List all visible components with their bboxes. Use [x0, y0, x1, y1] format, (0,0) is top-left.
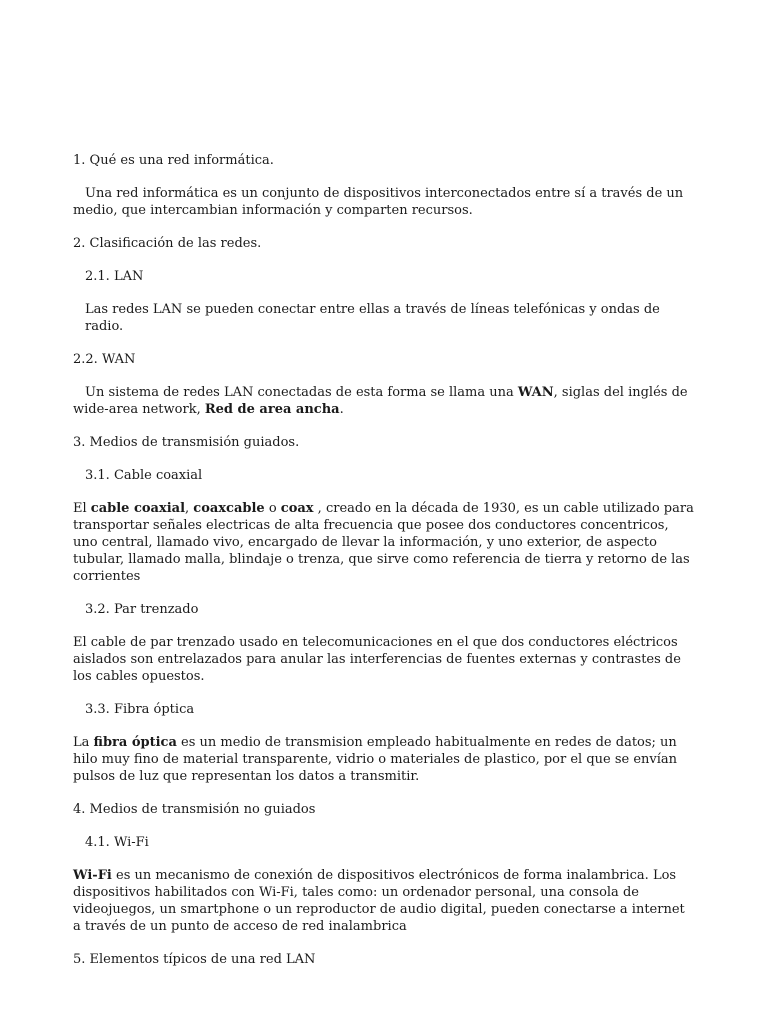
text-run: es un medio de transmision empleado habitualmente en redes de datos; un hilo muy fino de material transparente, vidrio o materiales de plastico, por el que se envían pulsos de luz que representan los datos a transmitir. [73, 735, 678, 784]
text-run: La [73, 735, 94, 750]
section-3-1-heading: 3.1. Cable coaxial [85, 468, 203, 483]
section-2-1-paragraph: Las redes LAN se pueden conectar entre ellas a través de líneas telefónicas y ondas de radio. [85, 302, 660, 334]
text-run: , siglas del inglés de wide-area network, [73, 385, 688, 417]
bold-term-coaxcable: coaxcable [193, 501, 265, 516]
section-5-heading: 5. Elementos típicos de una red LAN [73, 952, 316, 967]
section-1-paragraph: Una red informática es un conjunto de dispositivos interconectados entre sí a través de un medio, que intercambian información y comparten recursos. [73, 186, 684, 218]
section-3-2-paragraph: El cable de par trenzado usado en telecomunicaciones en el que dos conductores eléctricos aislados son entrelazados para anular las interferencias de fuentes externas y contrastes de los cables opuestos. [73, 635, 681, 684]
section-4-heading: 4. Medios de transmisión no guiados [73, 802, 316, 817]
text-run: o [264, 501, 281, 516]
text-run: Un sistema de redes LAN conectadas de esta forma se llama una [85, 385, 518, 400]
section-2-1-heading: 2.1. LAN [85, 269, 144, 284]
bold-term-cable-coaxial: cable coaxial [90, 501, 186, 516]
section-2-heading: 2. Clasificación de las redes. [73, 236, 262, 251]
section-2-2-heading: 2.2. WAN [73, 352, 136, 367]
section-3-3-paragraph [73, 734, 695, 785]
text-run: . [339, 402, 344, 417]
text-run: El [73, 501, 91, 516]
text-run: , [185, 501, 194, 516]
section-3-2-heading: 3.2. Par trenzado [85, 602, 199, 617]
document-page [73, 152, 695, 984]
section-4-1-paragraph [73, 867, 695, 935]
text-run: , creado en la década de 1930, es un cable utilizado para transportar señales electricas de alta frecuencia que posee dos conductores concentricos, uno central, llamado vivo, encargado de llevar la información, y uno exterior, de aspecto tubular, llamado malla, blindaje o trenza, que sirve como referencia de tierra y retorno de las corrientes [73, 501, 694, 584]
section-2-2-paragraph [73, 384, 695, 418]
bold-term-fibra-optica: fibra óptica [93, 735, 177, 750]
section-1-heading: 1. Qué es una red informática. [73, 153, 274, 168]
section-4-1-heading: 4.1. Wi-Fi [85, 835, 149, 850]
section-3-heading: 3. Medios de transmisión guiados. [73, 435, 300, 450]
bold-term-wan: WAN [517, 385, 554, 400]
bold-term-coax: coax [280, 501, 314, 516]
text-run: es un mecanismo de conexión de dispositivos electrónicos de forma inalambrica. Los dispositivos habilitados con Wi-Fi, tales como: un ordenador personal, una consola de videojuegos, un smartphone o un reproductor de audio digital, pueden conectarse a internet a través de un punto de acceso de red inalambrica [73, 868, 685, 934]
bold-term-red-de-area-ancha: Red de area ancha [204, 402, 340, 417]
section-3-1-paragraph [73, 500, 695, 585]
section-3-3-heading: 3.3. Fibra óptica [85, 702, 195, 717]
bold-term-wi-fi: Wi-Fi [73, 868, 112, 883]
